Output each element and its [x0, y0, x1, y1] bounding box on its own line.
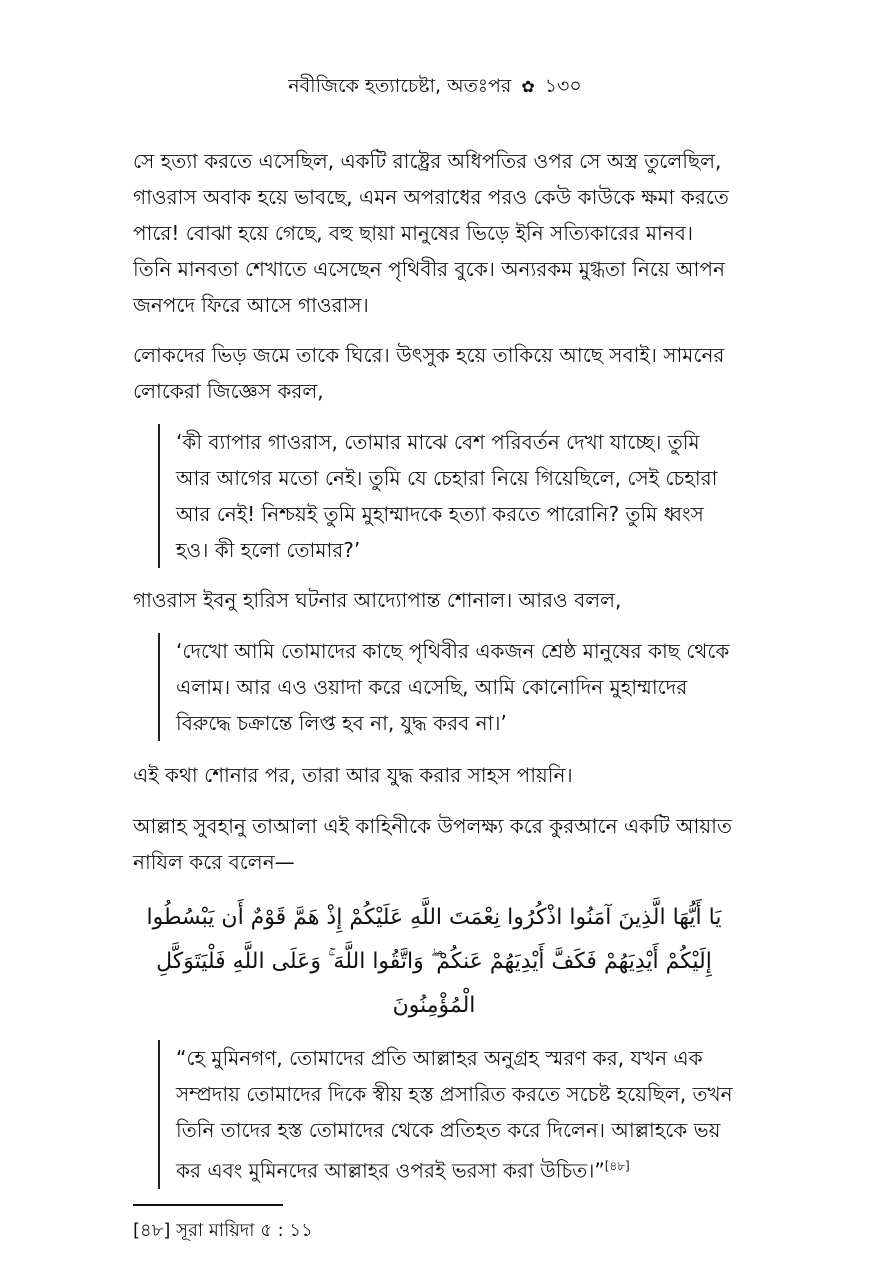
paragraph-1: সে হত্যা করতে এসেছিল, একটি রাষ্ট্রের অধিপতির ওপর সে অস্ত্র তুলেছিল, গাওরাস অবাক হয়ে ভাবছে, এমন অপরাধের পরও কেউ কাউকে ক্ষমা করতে পারে! বোঝা হয়ে গেছে, বহু ছায়া মানুষের ভিড়ে ইনি সত্যিকারের মানব। তিনি মানবতা শেখাতে এসেছেন পৃথিবীর বুকে। অন্যরকম মুগ্ধতা নিয়ে আপন জনপদে ফিরে আসে গাওরাস।	[133, 149, 729, 317]
paragraph-5: আল্লাহ সুবহানু তাআলা এই কাহিনীকে উপলক্ষ্য করে কুরআনে একটি আয়াত নাযিল করে বলেন—	[133, 814, 732, 874]
flower-ornament-icon: ✿	[521, 77, 535, 96]
blockquote-villagers	[158, 424, 736, 568]
blockquote-gauras	[158, 633, 736, 741]
blockquote-text: ‘দেখো আমি তোমাদের কাছে পৃথিবীর একজন শ্রেষ্ঠ মানুষের কাছ থেকে এলাম। আর এও ওয়াদা করে এসেছি, আমি কোনোদিন মুহাম্মাদের বিরুদ্ধে চক্রান্তে লিপ্ত হব না, যুদ্ধ করব না।’	[176, 639, 730, 735]
arabic-verse: يَا أَيُّهَا الَّذِينَ آمَنُوا اذْكُرُوا نِعْمَتَ اللَّهِ عَلَيْكُمْ إِذْ هَمَّ قَوْمٌ أَن يَبْسُطُوا إِلَيْكُمْ أَيْدِيَهُمْ فَكَفَّ أَيْدِيَهُمْ عَنكُمْ ۖ وَاتَّقُوا اللَّهَ ۚ وَعَلَى اللَّهِ فَلْيَتَوَكَّلِ الْمُؤْمِنُونَ	[146, 905, 722, 1018]
footnote-divider	[133, 1204, 283, 1206]
blockquote-text: ‘কী ব্যাপার গাওরাস, তোমার মাঝে বেশ পরিবর্তন দেখা যাচ্ছে। তুমি আর আগের মতো নেই। তুমি যে চেহারা নিয়ে গিয়েছিলে, সেই চেহারা আর নেই! নিশ্চয়ই তুমি মুহাম্মাদকে হত্যা করতে পারোনি? তুমি ধ্বংস হও। কী হলো তোমার?’	[176, 430, 718, 562]
chapter-title: নবীজিকে হত্যাচেষ্টা, অতঃপর	[288, 75, 512, 97]
page-number: ১৩০	[544, 75, 582, 97]
paragraph-2: লোকদের ভিড় জমে তাকে ঘিরে। উৎসুক হয়ে তাকিয়ে আছে সবাই। সামনের লোকেরা জিজ্ঞেস করল,	[133, 343, 725, 403]
blockquote-translation	[158, 1040, 736, 1189]
footnote	[133, 1218, 733, 1244]
paragraph-3: গাওরাস ইবনু হারিস ঘটনার আদ্যোপান্ত শোনাল। আরও বলল,	[133, 588, 622, 612]
running-header	[0, 72, 870, 101]
blockquote-text: “হে মুমিনগণ, তোমাদের প্রতি আল্লাহর অনুগ্রহ স্মরণ কর, যখন এক সম্প্রদায় তোমাদের দিকে স্বীয় হস্ত প্রসারিত করতে সচেষ্ট হয়েছিল, তখন তিনি তাদের হস্ত তোমাদের থেকে প্রতিহত করে দিলেন। আল্লাহকে ভয় কর এবং মুমিনদের আল্লাহর ওপরই ভরসা করা উচিত।”	[176, 1046, 733, 1183]
footnote-reference[interactable]: [৪৮]	[604, 1159, 630, 1173]
paragraph-4: এই কথা শোনার পর, তারা আর যুদ্ধ করার সাহস পায়নি।	[133, 763, 573, 787]
footnote-text: সূরা মায়িদা ৫ : ১১	[176, 1220, 313, 1241]
footnote-marker: [৪৮]	[133, 1220, 171, 1241]
